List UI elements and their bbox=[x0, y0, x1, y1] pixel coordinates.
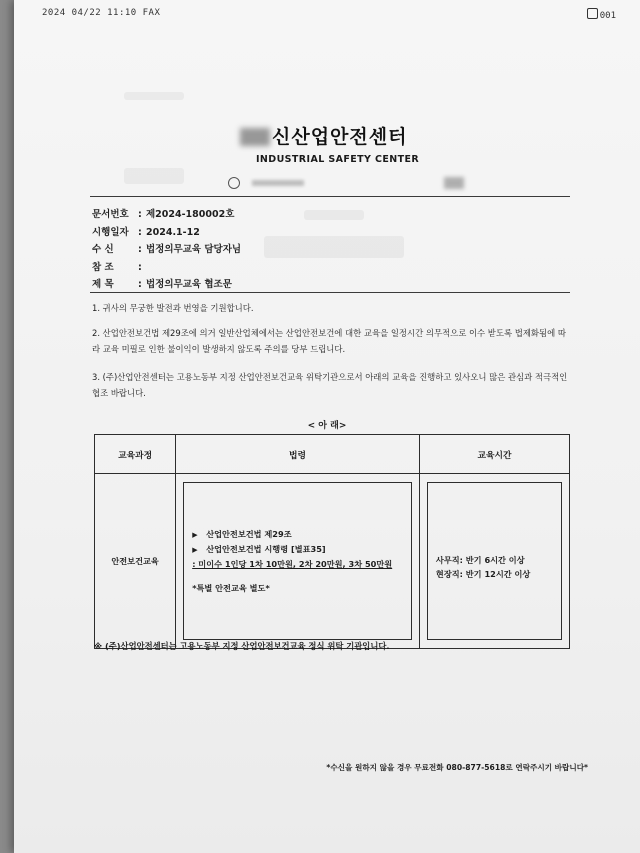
organization-name bbox=[240, 122, 407, 149]
meta-row-recipient bbox=[92, 241, 241, 259]
meta-value: 제2024-180002호 bbox=[146, 209, 235, 220]
cell-course: 안전보건교육 bbox=[95, 474, 176, 649]
bleed-through-mark bbox=[124, 92, 184, 100]
redacted-name-part bbox=[240, 128, 270, 146]
logo-icon bbox=[228, 177, 240, 189]
meta-separator: : bbox=[138, 244, 142, 255]
bleed-through-mark bbox=[264, 236, 404, 258]
meta-separator: : bbox=[138, 279, 142, 290]
meta-row-subject bbox=[92, 276, 241, 294]
metadata-divider bbox=[90, 292, 570, 293]
section-title: < 아 래> bbox=[307, 421, 347, 431]
meta-label: 참 조 bbox=[92, 261, 114, 273]
header-time: 교육시간 bbox=[419, 435, 569, 474]
meta-separator: : bbox=[138, 261, 142, 273]
meta-label: 수 신 bbox=[92, 244, 114, 255]
fax-page-icon bbox=[587, 8, 598, 19]
document-metadata bbox=[92, 206, 241, 294]
unsubscribe-contact: *수신을 원하지 않을 경우 무료전화 080-877-5618로 연락주시기 바랍니다* bbox=[326, 763, 588, 772]
meta-value: 법정의무교육 담당자님 bbox=[146, 244, 242, 255]
organization-name-english: INDUSTRIAL SAFETY CENTER bbox=[256, 154, 420, 165]
meta-value: 법정의무교육 협조문 bbox=[146, 279, 232, 290]
penalty-text: : 미이수 1인당 1차 10만원, 2차 20만원, 3차 50만원 bbox=[192, 559, 393, 569]
education-table bbox=[94, 434, 570, 649]
time-field: 현장직: 반기 12시간 이상 bbox=[435, 569, 531, 579]
footnote: ※ (주)산업안전센터는 고용노동부 지정 산업안전보건교육 정식 위탁 기관입니다. bbox=[94, 641, 390, 651]
fax-timestamp: 2024 04/22 11:10 FAX bbox=[42, 8, 161, 18]
table-row bbox=[95, 474, 570, 649]
letterhead-divider bbox=[90, 196, 570, 197]
law-item-text: 산업안전보건법 시행령 [별표35] bbox=[206, 544, 326, 554]
meta-value: 2024.1-12 bbox=[146, 226, 200, 238]
bleed-through-mark bbox=[304, 210, 364, 220]
fax-page-value: 001 bbox=[599, 11, 616, 21]
seal-stamp-icon bbox=[444, 177, 464, 189]
meta-row-reference bbox=[92, 259, 241, 277]
organization-name-text: 신산업안전센터 bbox=[272, 126, 408, 148]
header-course: 교육과정 bbox=[95, 435, 176, 474]
meta-label: 문서번호 bbox=[92, 209, 129, 220]
redacted-address bbox=[252, 180, 304, 186]
triangle-bullet-icon: ▶ bbox=[192, 531, 198, 539]
law-item-text: 산업안전보건법 제29조 bbox=[206, 529, 292, 539]
letterhead-address bbox=[228, 177, 464, 189]
paragraph-legal-notice: 2. 산업안전보건법 제29조에 의거 일반산업체에서는 산업안전보건에 대한 교육을 일정시간 의무적으로 이수 받도록 법제화됨에 따라 교육 미필로 인한 불이익이 발생하지 않도록 주의를 당부 드립니다. bbox=[92, 328, 566, 354]
triangle-bullet-icon: ▶ bbox=[192, 546, 198, 554]
table-header-row bbox=[95, 435, 570, 474]
time-office: 사무직: 반기 6시간 이상 bbox=[435, 555, 525, 565]
cell-law bbox=[176, 474, 420, 649]
fax-document bbox=[14, 0, 640, 853]
paragraph-greeting: 1. 귀사의 무궁한 발전과 번영을 기원합니다. bbox=[92, 303, 254, 313]
meta-label: 제 목 bbox=[92, 279, 114, 290]
meta-label: 시행일자 bbox=[92, 226, 129, 238]
bleed-through-mark bbox=[124, 168, 184, 184]
fax-page-number bbox=[587, 8, 616, 21]
meta-row-date bbox=[92, 224, 241, 242]
law-item bbox=[192, 527, 411, 542]
meta-separator: : bbox=[138, 226, 142, 238]
time-box bbox=[427, 482, 562, 640]
law-item bbox=[192, 542, 411, 557]
paragraph-center-intro: 3. (주)산업안전센터는 고용노동부 지정 산업안전보건교육 위탁기관으로서 아래의 교육을 진행하고 있사오니 많은 관심과 적극적인 협조 바랍니다. bbox=[92, 372, 568, 398]
cell-time bbox=[419, 474, 569, 649]
meta-separator: : bbox=[138, 209, 142, 220]
special-education-note: *특별 안전교육 별도* bbox=[192, 583, 270, 593]
law-box bbox=[183, 482, 412, 640]
header-law: 법령 bbox=[176, 435, 420, 474]
meta-row-doc-number bbox=[92, 206, 241, 224]
